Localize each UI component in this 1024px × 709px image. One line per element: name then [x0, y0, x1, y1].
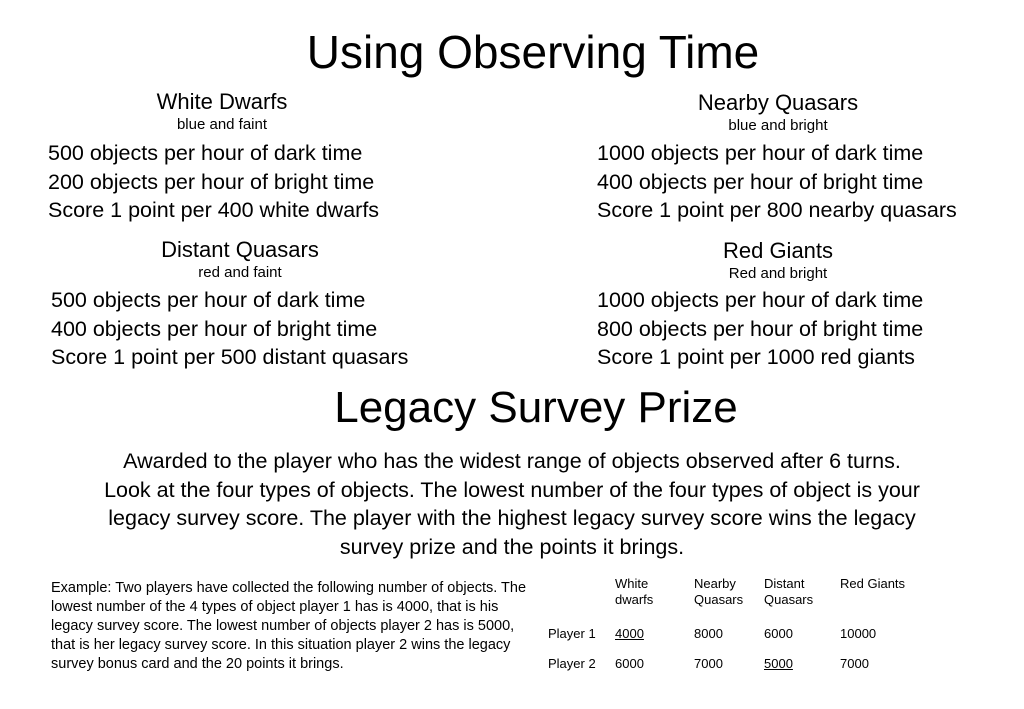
- category-name: White Dwarfs: [156, 89, 288, 114]
- table-header-red-giants: Red Giants: [840, 576, 906, 591]
- table-header-white-dwarfs: White dwarfs: [615, 576, 654, 607]
- table-row-label: Player 2: [548, 656, 596, 671]
- table-cell: 6000: [764, 626, 793, 641]
- table-cell: 7000: [694, 656, 723, 671]
- table-row-label: Player 1: [548, 626, 596, 641]
- table-cell: 10000: [840, 626, 877, 641]
- legacy-description: Awarded to the player who has the widest range of objects observed after 6 turns. Look at the four types of objects. The lowest number of the four types of object is your legacy survey score. The player with the highest legacy survey score wins the legacy survey prize and the points it brings.: [104, 449, 920, 559]
- category-line-dark: 1000 objects per hour of dark time: [597, 141, 924, 165]
- table-cell: 5000: [764, 656, 793, 671]
- page-title: Using Observing Time: [306, 26, 760, 78]
- category-subtitle: blue and faint: [176, 116, 268, 133]
- category-line-bright: 800 objects per hour of bright time: [597, 316, 924, 341]
- category-name: Nearby Quasars: [697, 90, 859, 115]
- category-line-score: Score 1 point per 1000 red giants: [597, 345, 915, 369]
- category-line-dark: 500 objects per hour of dark time: [51, 288, 366, 312]
- category-line-dark: 500 objects per hour of dark time: [48, 141, 363, 165]
- category-line-bright: 400 objects per hour of bright time: [597, 169, 924, 194]
- table-cell: 8000: [694, 626, 723, 641]
- category-name: Distant Quasars: [161, 237, 319, 262]
- category-subtitle: Red and bright: [728, 265, 828, 282]
- category-line-score: Score 1 point per 500 distant quasars: [51, 345, 409, 369]
- category-name: Red Giants: [722, 238, 834, 263]
- category-line-bright: 400 objects per hour of bright time: [51, 316, 378, 341]
- category-line-score: Score 1 point per 800 nearby quasars: [597, 198, 957, 222]
- table-cell: 4000: [615, 626, 644, 641]
- legacy-title: Legacy Survey Prize: [334, 383, 738, 432]
- category-line-dark: 1000 objects per hour of dark time: [597, 288, 924, 312]
- category-subtitle: blue and bright: [728, 117, 828, 134]
- category-line-bright: 200 objects per hour of bright time: [48, 169, 375, 194]
- table-header-nearby-quasars: Nearby Quasars: [694, 576, 744, 607]
- category-subtitle: red and faint: [198, 264, 282, 281]
- example-text: Example: Two players have collected the following number of objects. The lowest number of the 4 types of object player 1 has is 4000, that is his legacy survey score. The lowest number of objects player 2 has is 5000, that is her legacy survey score. In this situation player 2 wins the legacy survey bonus card and the 20 points it brings.: [51, 580, 527, 672]
- table-cell: 7000: [840, 656, 869, 671]
- table-header-distant-quasars: Distant Quasars: [764, 576, 814, 607]
- table-cell: 6000: [615, 656, 644, 671]
- category-line-score: Score 1 point per 400 white dwarfs: [48, 198, 380, 222]
